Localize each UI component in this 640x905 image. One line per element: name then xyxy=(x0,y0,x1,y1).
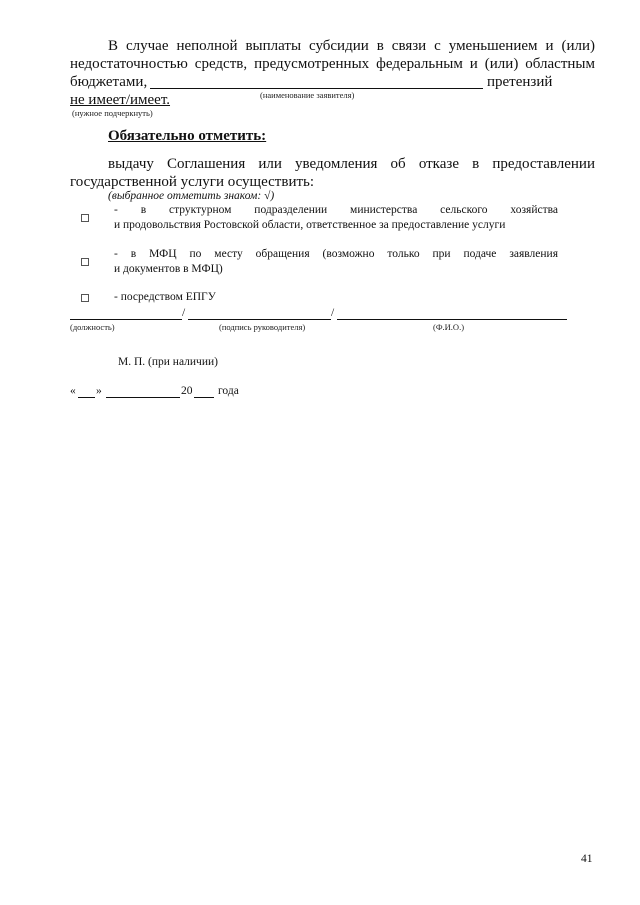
para2-line1: выдачу Соглашения или уведомления об отказе в предоставлении xyxy=(108,156,595,172)
date-century: 20 xyxy=(181,385,193,397)
option-mfc-line1: - в МФЦ по месту обращения (возможно только при подаче заявления xyxy=(114,248,558,260)
para2-line2: государственной услуги осуществить: xyxy=(70,174,315,190)
applicant-name-line[interactable] xyxy=(150,88,483,89)
fio-line[interactable] xyxy=(337,319,567,320)
selection-hint: (выбранное отметить знаком: √) xyxy=(108,190,275,202)
option-epgu-checkbox[interactable] xyxy=(81,294,89,302)
page-number: 41 xyxy=(581,853,593,865)
must-note-heading: Обязательно отметить: xyxy=(108,128,267,144)
date-day-line[interactable] xyxy=(78,397,95,398)
para1-line3-prefix: бюджетами, xyxy=(70,74,148,90)
date-year-word: года xyxy=(218,385,239,397)
signature-line[interactable] xyxy=(188,319,331,320)
choice-caption: (нужное подчеркнуть) xyxy=(72,108,153,118)
stamp-label: М. П. (при наличии) xyxy=(118,356,218,368)
claim-choice[interactable]: не имеет/имеет. xyxy=(70,92,171,108)
option-structural-line2: и продовольствия Ростовской области, ответственное за предоставление услуги xyxy=(114,219,506,231)
caption-fio: (Ф.И.О.) xyxy=(433,322,465,332)
date-open-quote: « xyxy=(70,385,76,397)
para1-line3-suffix: претензий xyxy=(487,74,553,90)
date-month-line[interactable] xyxy=(106,397,180,398)
date-year-line[interactable] xyxy=(194,397,214,398)
position-line[interactable] xyxy=(70,319,182,320)
option-mfc-line2: и документов в МФЦ) xyxy=(114,263,223,275)
signature-slash-1: / xyxy=(182,307,186,319)
option-structural-checkbox[interactable] xyxy=(81,214,89,222)
signature-slash-2: / xyxy=(331,307,335,319)
para1-line1: В случае неполной выплаты субсидии в связи с уменьшением и (или) xyxy=(108,38,595,54)
option-epgu-line1: - посредством ЕПГУ xyxy=(114,291,216,303)
caption-position: (должность) xyxy=(70,322,115,332)
option-structural-line1: - в структурном подразделении министерства сельского хозяйства xyxy=(114,204,558,216)
option-mfc-checkbox[interactable] xyxy=(81,258,89,266)
caption-signature: (подпись руководителя) xyxy=(219,322,306,332)
date-close-quote: » xyxy=(96,385,102,397)
applicant-caption: (наименование заявителя) xyxy=(260,90,355,100)
para1-line2: недостаточностью средств, предусмотренных федеральным и (или) областным xyxy=(70,56,595,72)
